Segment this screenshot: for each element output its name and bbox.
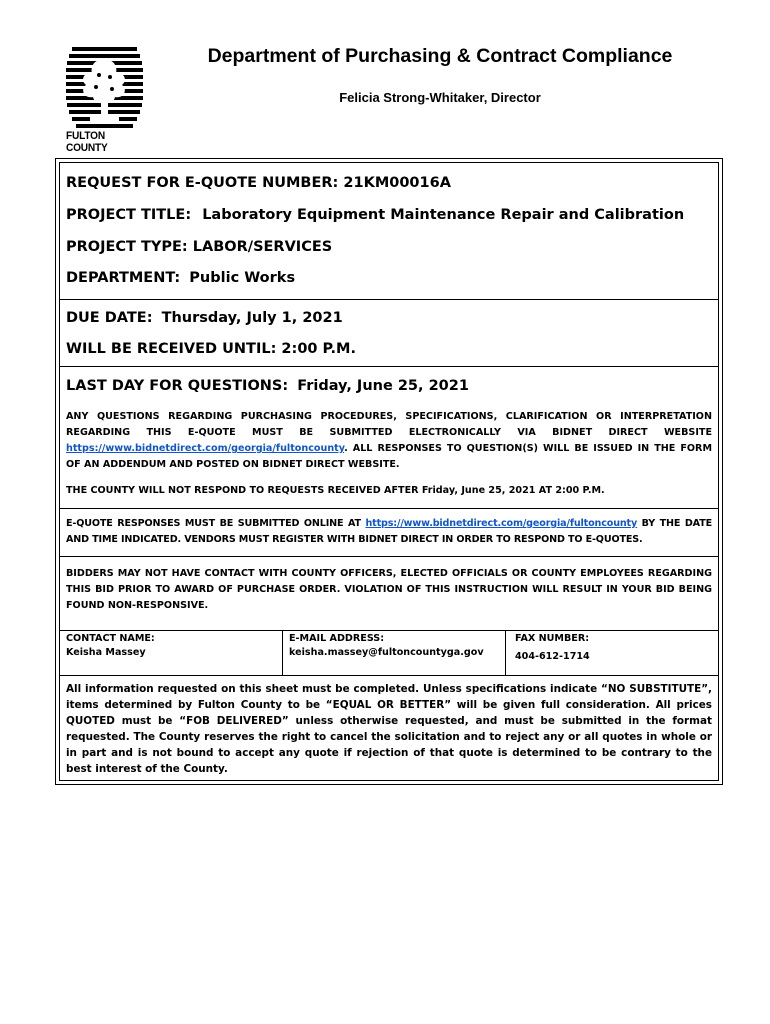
divider	[505, 630, 506, 675]
terms-text: All information requested on this sheet must be completed. Unless specifications indicate “NO SUBSTITUTE”, items determined by Fulton County to be “EQUAL OR BETTER” will be given full consideration. All prices QUOTED must be “FOB DELIVERED” unless otherwise requested, and must be submitted in the format requested. The County reserves the right to cancel the solicitation and to reject any or all quotes in whole or in part and is not bound to accept any quote if rejection of that quote is determined to be contrary to the best interest of the County.	[66, 683, 712, 775]
contact-name: Keisha Massey	[66, 647, 146, 658]
project-title: PROJECT TITLE: Laboratory Equipment Maintenance Repair and Calibration	[66, 207, 685, 223]
contact-row	[60, 630, 718, 676]
due-section	[60, 299, 718, 367]
contact-name-label: CONTACT NAME:	[66, 633, 155, 644]
due-date: DUE DATE: Thursday, July 1, 2021	[66, 310, 343, 326]
email-label: E-MAIL ADDRESS:	[289, 633, 385, 644]
director-name: Felicia Strong-Whitaker, Director	[339, 90, 541, 105]
contact-name-cell	[66, 632, 276, 675]
fax-number: 404-612-1714	[515, 651, 590, 662]
fax-label: FAX NUMBER:	[515, 633, 590, 644]
bidnet-link[interactable]: https://www.bidnetdirect.com/georgia/fultoncounty	[66, 443, 345, 454]
project-type: PROJECT TYPE: LABOR/SERVICES	[66, 239, 333, 255]
department: DEPARTMENT: Public Works	[66, 270, 296, 286]
received-until: WILL BE RECEIVED UNTIL: 2:00 P.M.	[66, 341, 356, 357]
logo-caption: FULTON COUNTY	[66, 130, 108, 154]
page-title: Department of Purchasing & Contract Compliance	[207, 45, 673, 67]
quote-form	[55, 158, 723, 785]
last-day-questions: LAST DAY FOR QUESTIONS: Friday, June 25, 2021	[66, 378, 469, 394]
quote-number: REQUEST FOR E-QUOTE NUMBER: 21KM00016A	[66, 175, 451, 191]
questions-section	[60, 366, 718, 509]
submission-section	[60, 508, 718, 557]
submission-instructions: E-QUOTE RESPONSES MUST BE SUBMITTED ONLINE AT https://www.bidnetdirect.com/georgia/fultoncounty BY THE DATE AND TIME INDICATED. VENDORS MUST REGISTER WITH BIDNET DIRECT IN ORDER TO RESPOND TO E-QUOTES.	[66, 518, 712, 545]
email-cell	[289, 632, 504, 675]
email-address[interactable]: keisha.massey@fultoncountyga.gov	[289, 647, 484, 658]
questions-cutoff: THE COUNTY WILL NOT RESPOND TO REQUESTS RECEIVED AFTER Friday, June 25, 2021 AT 2:00 P.M.	[66, 485, 605, 496]
questions-instructions: ANY QUESTIONS REGARDING PURCHASING PROCEDURES, SPECIFICATIONS, CLARIFICATION OR INTERPRETATION REGARDING THIS E-QUOTE MUST BE SUBMITTED ELECTRONICALLY VIA BIDNET DIRECT WEBSITE https://www.bidnetdirect.com/georgia/fultoncounty. ALL RESPONSES TO QUESTION(S) WILL BE ISSUED IN THE FORM OF AN ADDENDUM AND POSTED ON BIDNET DIRECT WEBSITE.	[66, 411, 712, 470]
bidnet-submit-link[interactable]: https://www.bidnetdirect.com/georgia/fultoncounty	[365, 518, 638, 529]
project-section	[60, 163, 718, 300]
fulton-county-logo	[66, 42, 143, 142]
divider	[282, 630, 283, 675]
contact-warning-section	[60, 556, 718, 631]
fax-cell	[515, 632, 715, 675]
contact-warning: BIDDERS MAY NOT HAVE CONTACT WITH COUNTY OFFICERS, ELECTED OFFICIALS OR COUNTY EMPLOYEES REGARDING THIS BID PRIOR TO AWARD OF PURCHASE ORDER. VIOLATION OF THIS INSTRUCTION WILL RESULT IN YOUR BID BEING FOUND NON-RESPONSIVE.	[66, 568, 712, 611]
